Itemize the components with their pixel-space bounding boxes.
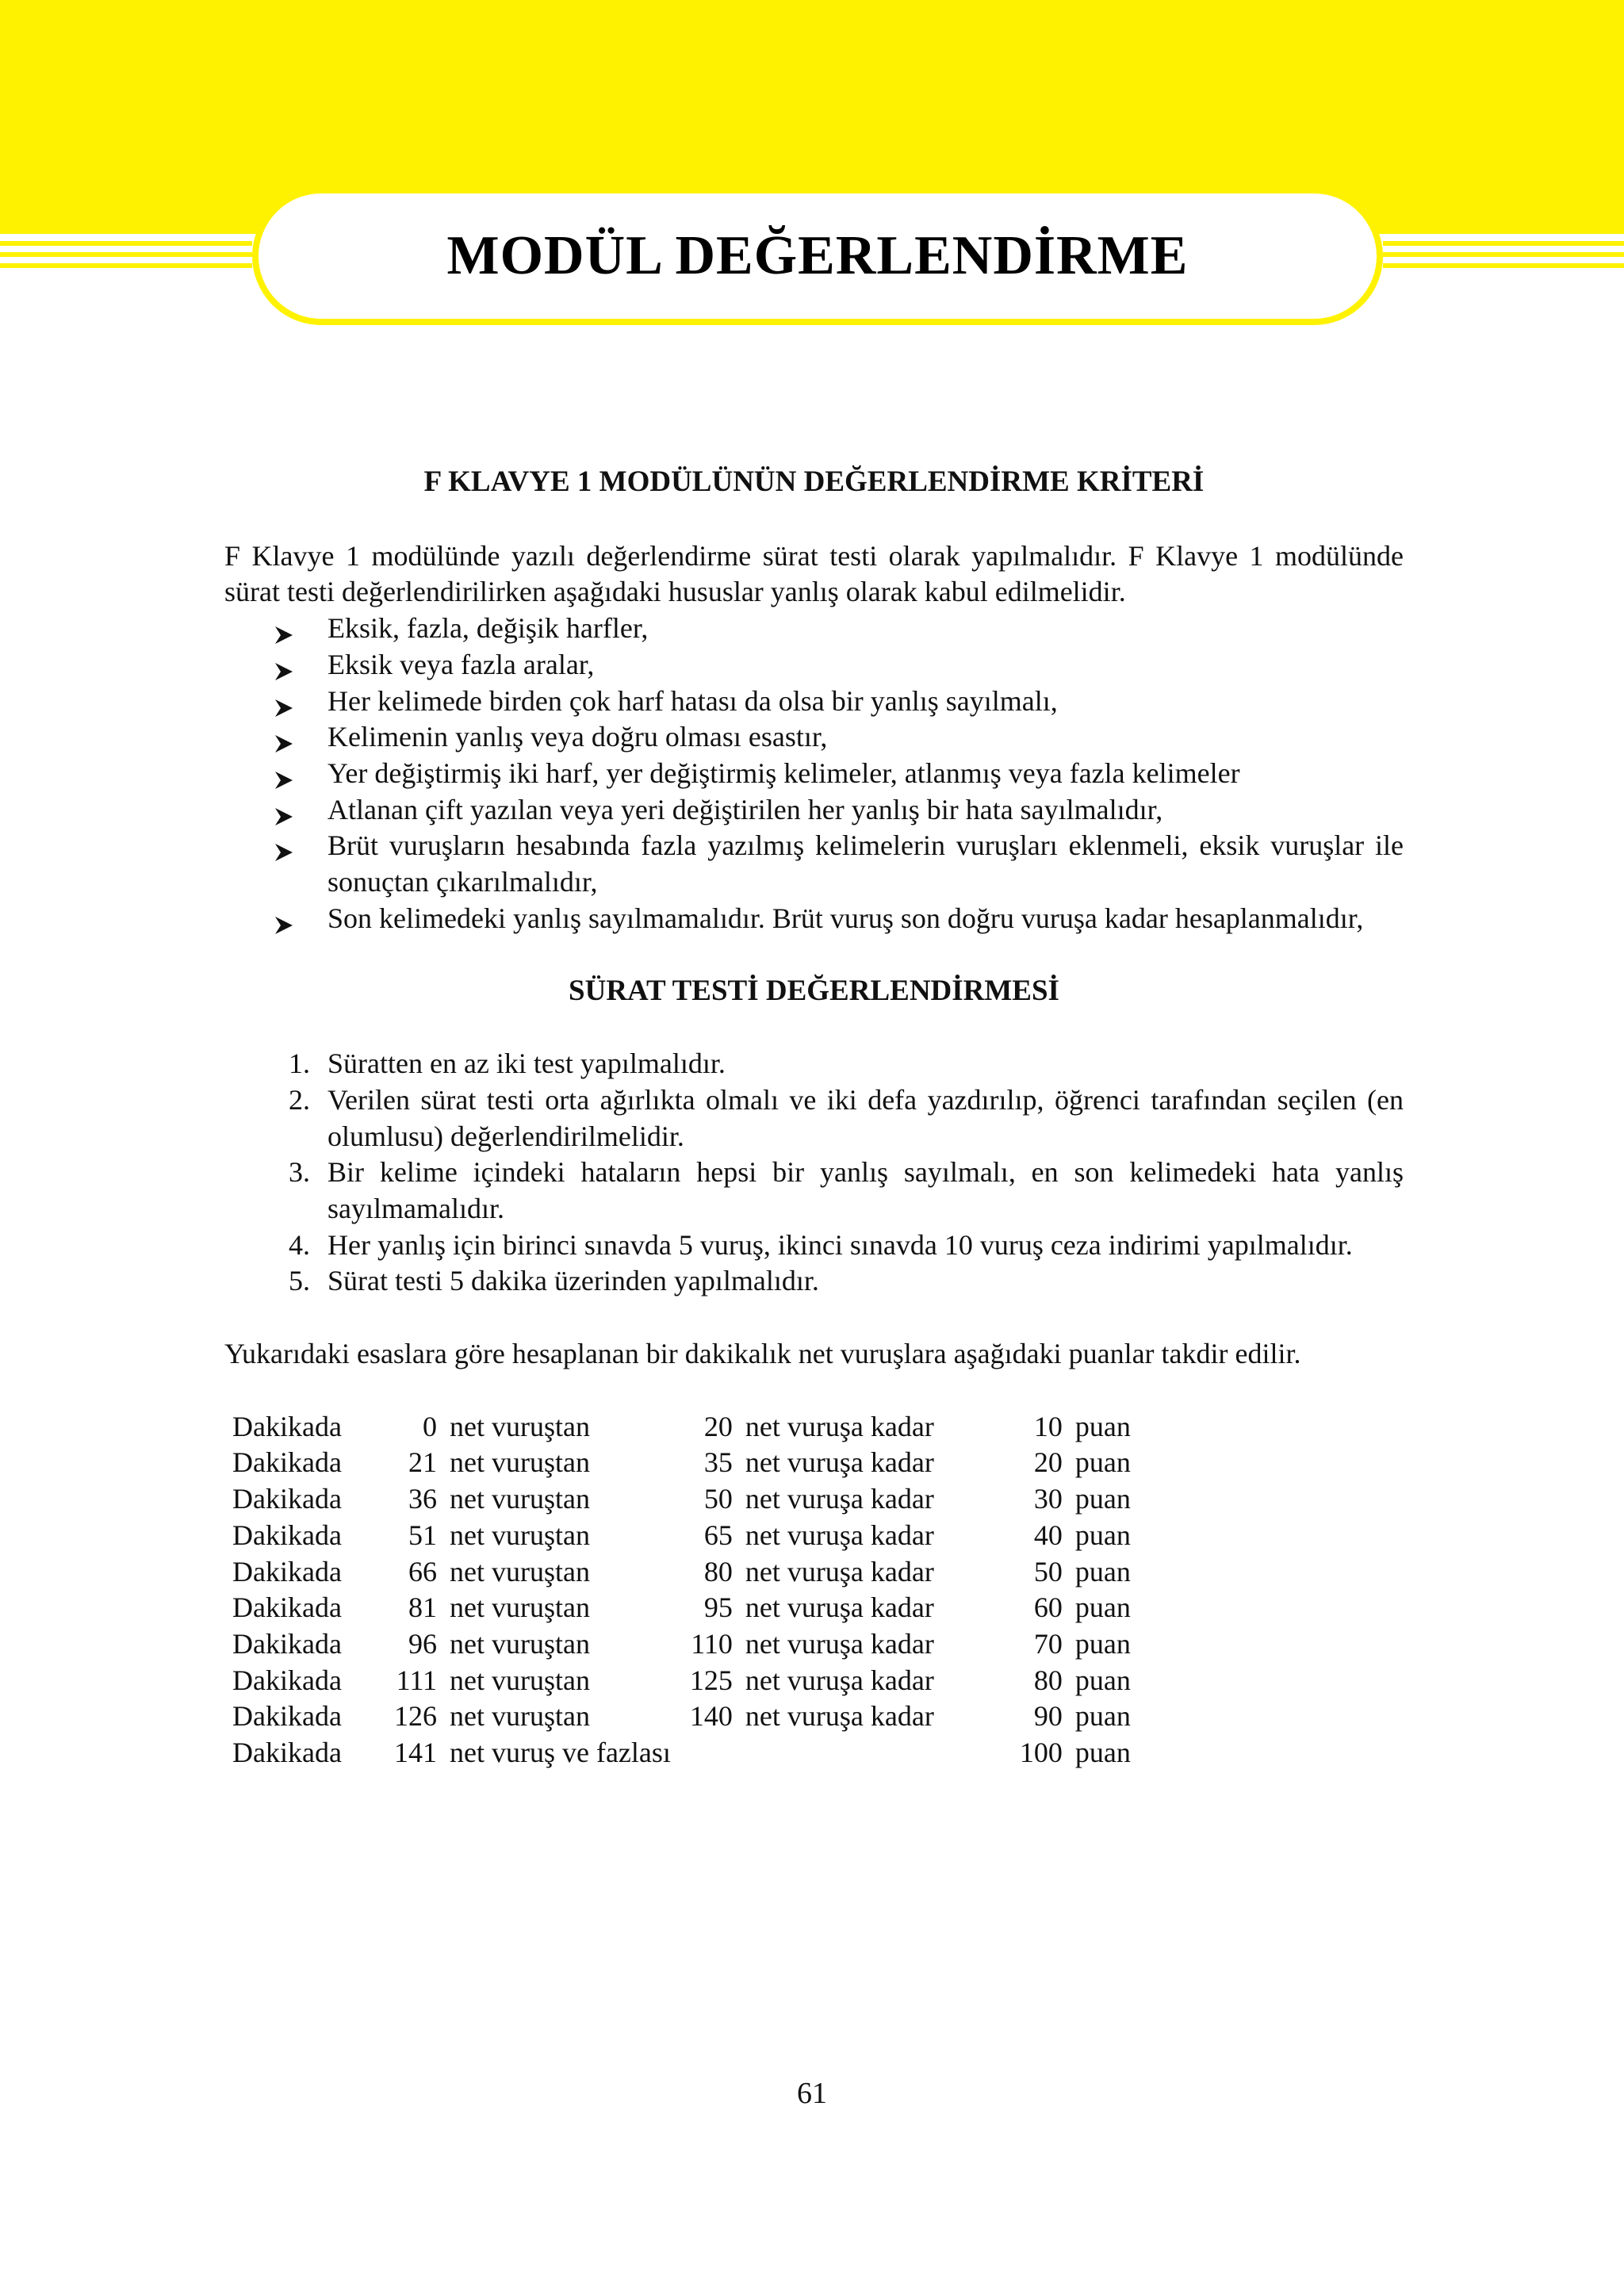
- criteria-item-text: Yer değiştirmiş iki harf, yer değiştirmiş kelimeler, atlanmış veya fazla kelimeler: [327, 756, 1240, 789]
- score-table: [232, 1409, 1170, 1771]
- table-row: [232, 1735, 1170, 1771]
- criteria-item-text: Kelimenin yanlış veya doğru olması esastır,: [327, 721, 828, 753]
- header-band-left-1: [0, 241, 252, 246]
- to-value: 80: [703, 1555, 733, 1588]
- from-label: net vuruştan: [450, 1483, 590, 1515]
- rule-text: Sürat testi 5 dakika üzerinden yapılmalıdır.: [327, 1265, 819, 1297]
- to-label: [733, 1735, 983, 1771]
- score-unit: puan: [1074, 1519, 1131, 1551]
- page-number: 61: [797, 2077, 827, 2110]
- speed-test-rules: [224, 1046, 1404, 1300]
- header-band-right-1: [1383, 241, 1624, 246]
- score-unit: puan: [1074, 1700, 1131, 1733]
- rule-number: 5.: [289, 1265, 310, 1297]
- from-value: 0: [423, 1410, 437, 1442]
- from-label: net vuruştan: [450, 1519, 590, 1551]
- table-row: [232, 1590, 1170, 1626]
- header-band-left-2: [0, 252, 252, 257]
- page-title: MODÜL DEĞERLENDİRME: [446, 225, 1189, 286]
- to-value: 35: [703, 1446, 733, 1479]
- score-value: 30: [1033, 1483, 1063, 1515]
- to-label: net vuruşa kadar: [745, 1555, 934, 1588]
- criteria-item: [224, 647, 1404, 684]
- criteria-intro: F Klavye 1 modülünde yazılı değerlendirme sürat testi olarak yapılmalıdır. F Klavye 1 modülünde sürat testi değerlendirilirken aşağıdaki hususlar yanlış olarak kabul edilmelidir.: [224, 539, 1404, 608]
- speed-test-rule: [224, 1046, 1404, 1082]
- from-value: 21: [408, 1446, 437, 1479]
- score-unit: puan: [1074, 1664, 1131, 1696]
- from-label: net vuruştan: [450, 1627, 590, 1660]
- from-label: net vuruştan: [450, 1664, 590, 1696]
- criteria-item-text: Brüt vuruşların hesabında fazla yazılmış kelimelerin vuruşları eklenmeli, eksik vuruşlar ile sonuçtan çıkarılmalıdır,: [327, 829, 1404, 898]
- to-label: net vuruşa kadar: [745, 1483, 934, 1515]
- score-value: 80: [1033, 1664, 1063, 1696]
- per-minute-label: Dakikada: [232, 1737, 342, 1769]
- from-value: 81: [408, 1591, 437, 1624]
- criteria-item: [224, 684, 1404, 720]
- to-value: 95: [703, 1591, 733, 1624]
- per-minute-label: Dakikada: [232, 1446, 342, 1479]
- per-minute-label: Dakikada: [232, 1627, 342, 1660]
- speed-test-rule: [224, 1155, 1404, 1227]
- to-label: net vuruşa kadar: [745, 1664, 934, 1696]
- criteria-item: [224, 719, 1404, 756]
- arrowhead-right-icon: [274, 909, 313, 945]
- from-value: 141: [394, 1737, 437, 1769]
- rule-text: Her yanlış için birinci sınavda 5 vuruş, ikinci sınavda 10 vuruş ceza indirimi yapılmalıdır.: [327, 1228, 1353, 1261]
- from-value: 36: [408, 1483, 437, 1515]
- score-intro: Yukarıdaki esaslara göre hesaplanan bir dakikalık net vuruşlara aşağıdaki puanlar takdir edilir.: [224, 1338, 1301, 1370]
- from-label: net vuruştan: [450, 1555, 590, 1588]
- from-value: 126: [394, 1700, 437, 1733]
- per-minute-label: Dakikada: [232, 1519, 342, 1551]
- header-band-right-3: [1383, 263, 1624, 268]
- score-unit: puan: [1074, 1410, 1131, 1442]
- rule-text: Süratten en az iki test yapılmalıdır.: [327, 1047, 726, 1080]
- table-row: [232, 1554, 1170, 1591]
- table-row: [232, 1518, 1170, 1554]
- criteria-list: [224, 611, 1404, 936]
- criteria-item-text: Atlanan çift yazılan veya yeri değiştirilen her yanlış bir hata sayılmalıdır,: [327, 793, 1163, 825]
- section-heading-speed-test: SÜRAT TESTİ DEĞERLENDİRMESİ: [569, 975, 1059, 1008]
- to-label: net vuruşa kadar: [745, 1410, 934, 1442]
- criteria-item-text: Eksik, fazla, değişik harfler,: [327, 612, 649, 645]
- to-label: net vuruşa kadar: [745, 1519, 934, 1551]
- score-value: 70: [1033, 1627, 1063, 1660]
- rule-number: 2.: [289, 1083, 310, 1116]
- score-unit: puan: [1074, 1446, 1131, 1479]
- header-band-left-3: [0, 263, 252, 268]
- score-value: 90: [1033, 1700, 1063, 1733]
- score-value: 20: [1033, 1446, 1063, 1479]
- rule-number: 3.: [289, 1156, 310, 1189]
- criteria-item: [224, 756, 1404, 792]
- criteria-item-text: Son kelimedeki yanlış sayılmamalıdır. Brüt vuruş son doğru vuruşa kadar hesaplanmalıdır,: [327, 902, 1364, 934]
- to-label: net vuruşa kadar: [745, 1446, 934, 1479]
- from-value: 111: [396, 1664, 437, 1696]
- speed-test-rule: [224, 1082, 1404, 1155]
- criteria-item: [224, 828, 1404, 900]
- rule-number: 1.: [289, 1047, 310, 1080]
- from-label: net vuruştan: [450, 1591, 590, 1624]
- criteria-item-text: Her kelimede birden çok harf hatası da olsa bir yanlış sayılmalı,: [327, 684, 1058, 717]
- rule-text: Verilen sürat testi orta ağırlıkta olmalı ve iki defa yazdırılıp, öğrenci tarafından seçilen (en olumlusu) değerlendirilmelidir.: [327, 1083, 1404, 1152]
- rule-number: 4.: [289, 1228, 310, 1261]
- score-value: 100: [1019, 1737, 1063, 1769]
- criteria-item: [224, 611, 1404, 647]
- score-unit: puan: [1074, 1483, 1131, 1515]
- from-label: net vuruştan: [450, 1700, 590, 1733]
- main-content: [224, 464, 1404, 1771]
- score-value: 10: [1033, 1410, 1063, 1442]
- arrowhead-right-icon: [274, 836, 313, 872]
- to-value: 50: [703, 1483, 733, 1515]
- to-label: net vuruşa kadar: [745, 1700, 934, 1733]
- from-value: 96: [408, 1627, 437, 1660]
- score-value: 60: [1033, 1591, 1063, 1624]
- to-value: 125: [689, 1664, 733, 1696]
- to-label: net vuruşa kadar: [745, 1627, 934, 1660]
- from-label: net vuruştan: [450, 1446, 590, 1479]
- from-value: 51: [408, 1519, 437, 1551]
- criteria-item: [224, 792, 1404, 829]
- per-minute-label: Dakikada: [232, 1410, 342, 1442]
- per-minute-label: Dakikada: [232, 1664, 342, 1696]
- criteria-item: [224, 901, 1404, 937]
- score-value: 40: [1033, 1519, 1063, 1551]
- table-row: [232, 1699, 1170, 1735]
- to-value: 20: [703, 1410, 733, 1442]
- from-label: net vuruş ve fazlası: [450, 1737, 671, 1769]
- to-value: 65: [703, 1519, 733, 1551]
- per-minute-label: Dakikada: [232, 1700, 342, 1733]
- table-row: [232, 1626, 1170, 1663]
- score-unit: puan: [1074, 1555, 1131, 1588]
- header-band-right-2: [1383, 252, 1624, 257]
- per-minute-label: Dakikada: [232, 1483, 342, 1515]
- to-label: net vuruşa kadar: [745, 1591, 934, 1624]
- rule-text: Bir kelime içindeki hataların hepsi bir yanlış sayılmalı, en son kelimedeki hata yanlış sayılmamalıdır.: [327, 1156, 1404, 1224]
- table-row: [232, 1445, 1170, 1481]
- from-value: 66: [408, 1555, 437, 1588]
- section-heading-criteria: F KLAVYE 1 MODÜLÜNÜN DEĞERLENDİRME KRİTERİ: [423, 465, 1205, 498]
- to-value: [671, 1735, 733, 1771]
- per-minute-label: Dakikada: [232, 1555, 342, 1588]
- score-unit: puan: [1074, 1591, 1131, 1624]
- to-value: 140: [689, 1700, 733, 1733]
- score-unit: puan: [1074, 1627, 1131, 1660]
- table-row: [232, 1663, 1170, 1699]
- from-label: net vuruştan: [450, 1410, 590, 1442]
- title-pill: [252, 187, 1383, 325]
- table-row: [232, 1481, 1170, 1518]
- score-unit: puan: [1074, 1737, 1131, 1769]
- criteria-item-text: Eksik veya fazla aralar,: [327, 648, 595, 680]
- speed-test-rule: [224, 1263, 1404, 1300]
- table-row: [232, 1409, 1170, 1446]
- per-minute-label: Dakikada: [232, 1591, 342, 1624]
- to-value: 110: [691, 1627, 733, 1660]
- score-value: 50: [1033, 1555, 1063, 1588]
- speed-test-rule: [224, 1228, 1404, 1264]
